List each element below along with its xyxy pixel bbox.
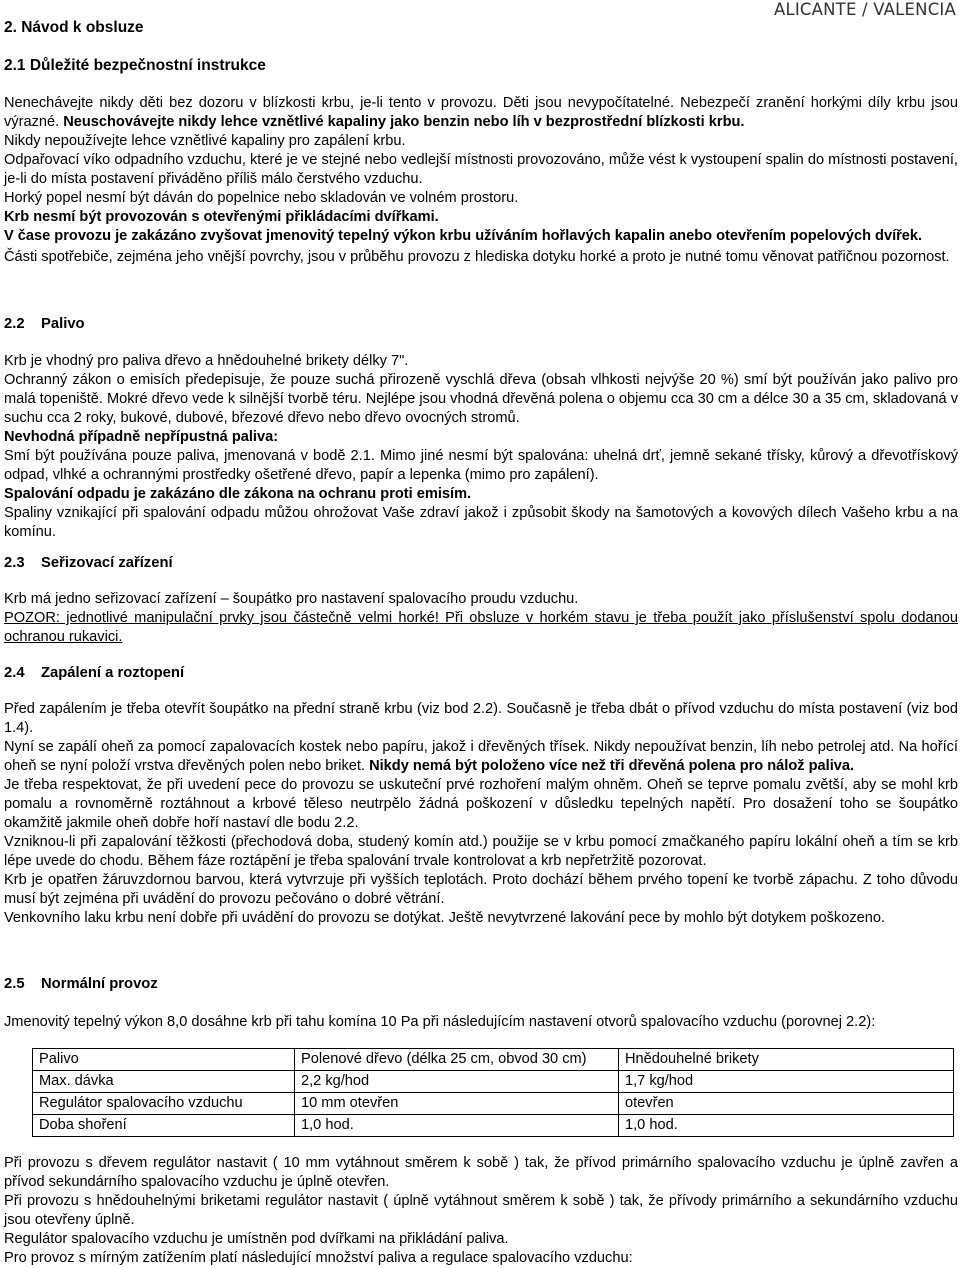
operation-paragraph: Regulátor spalovacího vzduchu je umístněn pod dvířkami na přikládání paliva. xyxy=(4,1231,509,1247)
table-cell: 1,0 hod. xyxy=(619,1115,954,1137)
warning-paragraph: POZOR: jednotlivé manipulační prvky jsou částečně velmi horké! Při obsluze v horkém stavu je třeba použít jako příslušenství spolu dodanou ochranou rukavici. xyxy=(4,610,958,645)
fuel-paragraph: Krb je vhodný pro paliva dřevo a hnědouhelné brikety délky 7". xyxy=(4,353,409,369)
section-heading-2-5 xyxy=(4,976,158,992)
safety-paragraph: Krb nesmí být provozován s otevřenými přikládacími dvířkami. xyxy=(4,209,439,225)
regulator-paragraph: Krb má jedno seřizovací zařízení – šoupátko pro nastavení spalovacího proudu vzduchu. xyxy=(4,591,579,607)
table-cell: 2,2 kg/hod xyxy=(295,1071,619,1093)
ignition-paragraph: Je třeba respektovat, že při uvedení pece do provozu se uskuteční prvé rozhoření malým ohněm. Oheň se teprve pomalu zvětší, aby se mohl krb pomalu a rovnoměrně roztáhnout a krbové těleso neutrpělo žádná poškození v důsledku tepelných napětí. Pro dosažení toho se šoupátko okamžitě jakmile oheň dobře hoří nastaví dle bodu 2.2. xyxy=(4,777,958,831)
table-cell: Polenové dřevo (délka 25 cm, obvod 30 cm) xyxy=(295,1049,619,1071)
ignition-section xyxy=(4,700,958,928)
regulator-section xyxy=(4,590,958,647)
section-title: Palivo xyxy=(41,316,85,332)
table-cell: 10 mm otevřen xyxy=(295,1093,619,1115)
section-number: 2.2 xyxy=(4,316,25,332)
table-row xyxy=(33,1049,954,1071)
operation-table xyxy=(32,1048,954,1137)
safety-paragraph: Horký popel nesmí být dáván do popelnice nebo skladován ve volném prostoru. xyxy=(4,190,519,206)
table-row xyxy=(33,1071,954,1093)
fuel-paragraph: Spalování odpadu je zakázáno dle zákona na ochranu proti emisím. xyxy=(4,486,472,502)
section-heading-2-4 xyxy=(4,665,184,681)
table-cell: Hnědouhelné brikety xyxy=(619,1049,954,1071)
section-title: Seřizovací zařízení xyxy=(41,555,173,571)
ignition-text-bold: Nikdy nemá být položeno více než tři dřevěná polena pro nálož paliva. xyxy=(369,758,855,774)
operation-intro: Jmenovitý tepelný výkon 8,0 dosáhne krb při tahu komína 10 Pa při následujícím nastavení otvorů spalovacího vzduchu (porovnej 2.2): xyxy=(4,1014,876,1030)
ignition-text: Nyní se zapálí oheň za pomocí zapalovacích kostek nebo papíru, jakož i dřevěných třísek. Nikdy nepoužívat benzin, líh nebo petrolej atd. Na hořící oheň se nyní položí vrstva dřevěných polen nebo briket. xyxy=(4,739,958,774)
operation-paragraph: Při provozu s hnědouhelnými briketami regulátor nastavit ( úplně vytáhnout směrem k sobě ) tak, že přívody primárního a sekundárního vzduchu jsou otevřeny úplně. xyxy=(4,1193,958,1228)
ignition-paragraph: Vzniknou-li při zapalování těžkosti (přechodová doba, studený komín atd.) použije se v krbu pomocí zmačkaného papíru lokální oheň a tím se krb lépe uvede do chodu. Během fáze roztápění je třeba spalování trvale kontrolovat a krb nepřetržitě pozorovat. xyxy=(4,834,958,869)
ignition-paragraph: Krb je opatřen žáruvzdornou barvou, která vytvrzuje při vyšších teplotách. Proto dochází během prvého topení ke tvorbě zápachu. Z toho důvodu musí být zejména při uvádění do provozu pečováno o dobré větrání. xyxy=(4,872,958,907)
section-number: 2.3 xyxy=(4,555,25,571)
chapter-heading: 2. Návod k obsluze xyxy=(4,19,144,36)
safety-paragraph: V čase provozu je zakázáno zvyšovat jmenovitý tepelný výkon krbu užíváním hořlavých kapalin anebo otevřením popelových dvířek. xyxy=(4,228,923,244)
section-heading-2-1: 2.1 Důležité bezpečnostní instrukce xyxy=(4,57,266,74)
section-number: 2.5 xyxy=(4,976,25,992)
table-cell: Palivo xyxy=(33,1049,295,1071)
operation-paragraph: Při provozu s dřevem regulátor nastavit ( 10 mm vytáhnout směrem k sobě ) tak, že přívod primárního spalovacího vzduchu je úplně zavřen a přívod sekundárního spalovacího vzduchu je úplně otevřen. xyxy=(4,1155,958,1190)
ignition-paragraph: Venkovního laku krbu není dobře při uvádění do provozu se dotýkat. Ještě nevytvrzené lakování pece by mohlo být dotykem poškozeno. xyxy=(4,910,886,926)
table-cell: Regulátor spalovacího vzduchu xyxy=(33,1093,295,1115)
table-row xyxy=(33,1115,954,1137)
brand-header: ALICANTE / VALENCIA xyxy=(773,0,956,19)
table-cell: otevřen xyxy=(619,1093,954,1115)
safety-text-bold: Neuschovávejte nikdy lehce vznětlivé kapaliny jako benzin nebo líh v bezprostřední blízkosti krbu. xyxy=(63,114,745,130)
safety-text: Nenechávejte nikdy děti bez dozoru v blízkosti krbu, je-li tento v provozu. Děti jsou nevypočítatelné. Nebezpečí zranění horkými díly krbu jsou výrazné. xyxy=(4,95,958,130)
safety-paragraph: Odpařovací víko odpadního vzduchu, které je ve stejné nebo vedlejší místnosti provozováno, může vést k vystoupení spalin do místnosti postavení, je-li do místa postavení přiváděno příliš málo čerstvého vzduchu. xyxy=(4,152,958,187)
operation-paragraph: Pro provoz s mírným zatížením platí následující množství paliva a regulace spalovacího vzduchu: xyxy=(4,1250,633,1266)
safety-paragraph xyxy=(4,94,958,132)
fuel-section xyxy=(4,352,958,542)
safety-paragraph: Části spotřebiče, zejména jeho vnější povrchy, jsou v průběhu provozu z hlediska dotyku horké a proto je nutné tomu věnovat patřičnou pozornost. xyxy=(4,249,950,265)
fuel-paragraph: Spaliny vznikající při spalování odpadu můžou ohrožovat Vaše zdraví jakož i způsobit škody na šamotových a kovových dílech Vašeho krbu a na komínu. xyxy=(4,505,958,540)
section-title: Normální provoz xyxy=(41,976,158,992)
table-cell: Doba shoření xyxy=(33,1115,295,1137)
safety-instructions xyxy=(4,94,958,267)
section-number: 2.4 xyxy=(4,665,25,681)
fuel-paragraph: Nevhodná případně nepřípustná paliva: xyxy=(4,429,279,445)
operation-notes xyxy=(4,1154,958,1268)
safety-paragraph: Nikdy nepoužívejte lehce vznětlivé kapaliny pro zapálení krbu. xyxy=(4,133,406,149)
fuel-paragraph: Smí být používána pouze paliva, jmenovaná v bodě 2.1. Mimo jiné nesmí být spalována: uhelná drť, jemně sekané třísky, kůrový a dřevotřískový odpad, vlhké a ochrannými prostředky ošetřené dřevo, papír a lepenka (mimo pro zapálení). xyxy=(4,448,958,483)
table-cell: 1,0 hod. xyxy=(295,1115,619,1137)
section-title: Zapálení a roztopení xyxy=(41,665,185,681)
table-row xyxy=(33,1093,954,1115)
ignition-paragraph: Před zapálením je třeba otevřít šoupátko na přední straně krbu (viz bod 2.2). Současně je třeba dbát o přívod vzduchu do místa postavení (viz bod 1.4). xyxy=(4,701,958,736)
table-cell: Max. dávka xyxy=(33,1071,295,1093)
section-heading-2-2 xyxy=(4,316,85,332)
ignition-paragraph xyxy=(4,738,958,776)
fuel-paragraph: Ochranný zákon o emisích předepisuje, že pouze suchá přirozeně vyschlá dřeva (obsah vlhkosti nejvýše 20 %) smí být používán jako palivo pro malá topeniště. Mokré dřevo vede k silnější tvorbě téru. Nejlépe jsou vhodná dřevěná polena o objemu cca 30 cm a délce 30 a 35 cm, skladovaná v suchu cca 2 roky, bukové, dubové, březové dřevo nebo dřevo ovocných stromů. xyxy=(4,372,959,426)
table-cell: 1,7 kg/hod xyxy=(619,1071,954,1093)
section-heading-2-3 xyxy=(4,555,173,571)
